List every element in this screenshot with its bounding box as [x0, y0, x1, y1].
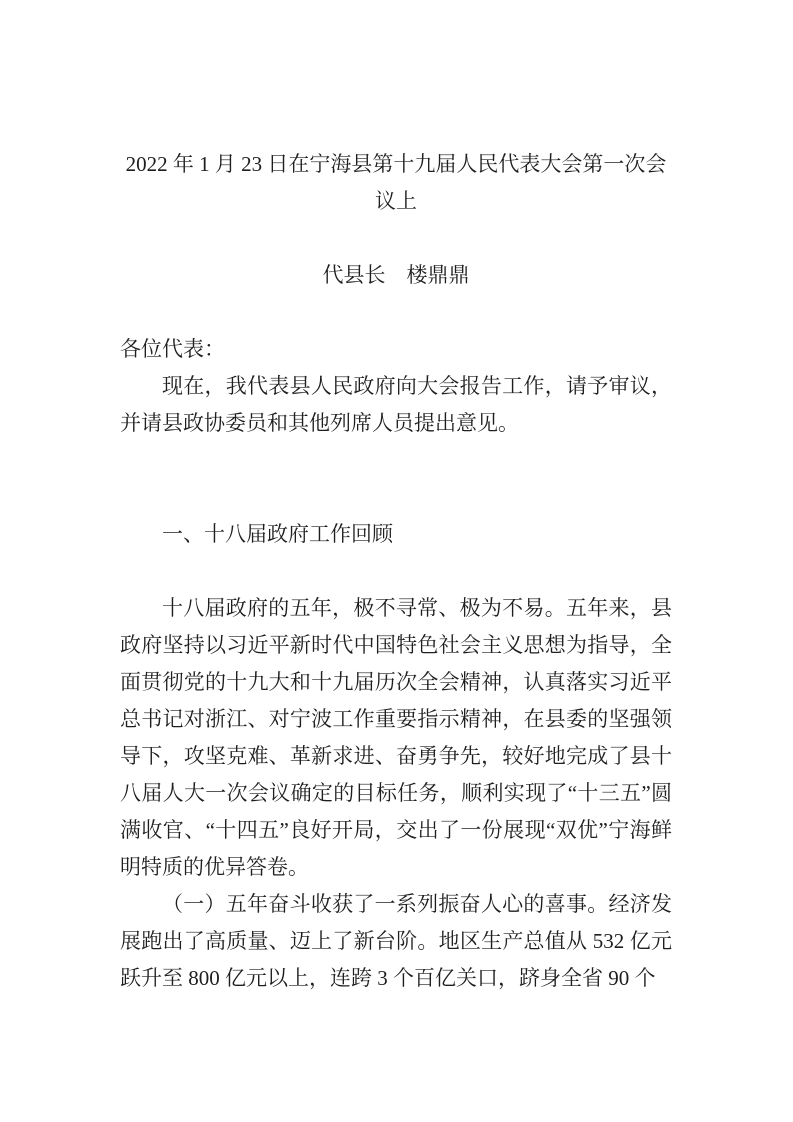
salutation: 各位代表： — [120, 337, 225, 361]
body-paragraph: （一）五年奋斗收获了一系列振奋人心的喜事。经济发展跑出了高质量、迈上了新台阶。地区生产总值从 532 亿元跃升至 800 亿元以上，连跨 3 个百亿关口，跻身全省 90 个 — [120, 892, 672, 990]
document-title: 2022 年 1 月 23 日在宁海县第十九届人民代表大会第一次会议上 — [125, 152, 667, 213]
speaker-line: 代县长 楼鼎鼎 — [322, 263, 470, 287]
section-heading: 一、十八届政府工作回顾 — [162, 522, 393, 546]
intro-paragraph: 现在，我代表县人民政府向大会报告工作，请予审议，并请县政协委员和其他列席人员提出意见。 — [120, 374, 672, 435]
body-paragraph: 十八届政府的五年，极不寻常、极为不易。五年来，县政府坚持以习近平新时代中国特色社会主义思想为指导，全面贯彻党的十九大和十九届历次全会精神，认真落实习近平总书记对浙江、对宁波工作重要指示精神，在县委的坚强领导下，攻坚克难、革新求进、奋勇争先，较好地完成了县十八届人大一次会议确定的目标任务，顺利实现了“十三五”圆满收官、“十四五”良好开局，交出了一份展现“双优”宁海鲜明特质的优异答卷。 — [120, 596, 672, 879]
